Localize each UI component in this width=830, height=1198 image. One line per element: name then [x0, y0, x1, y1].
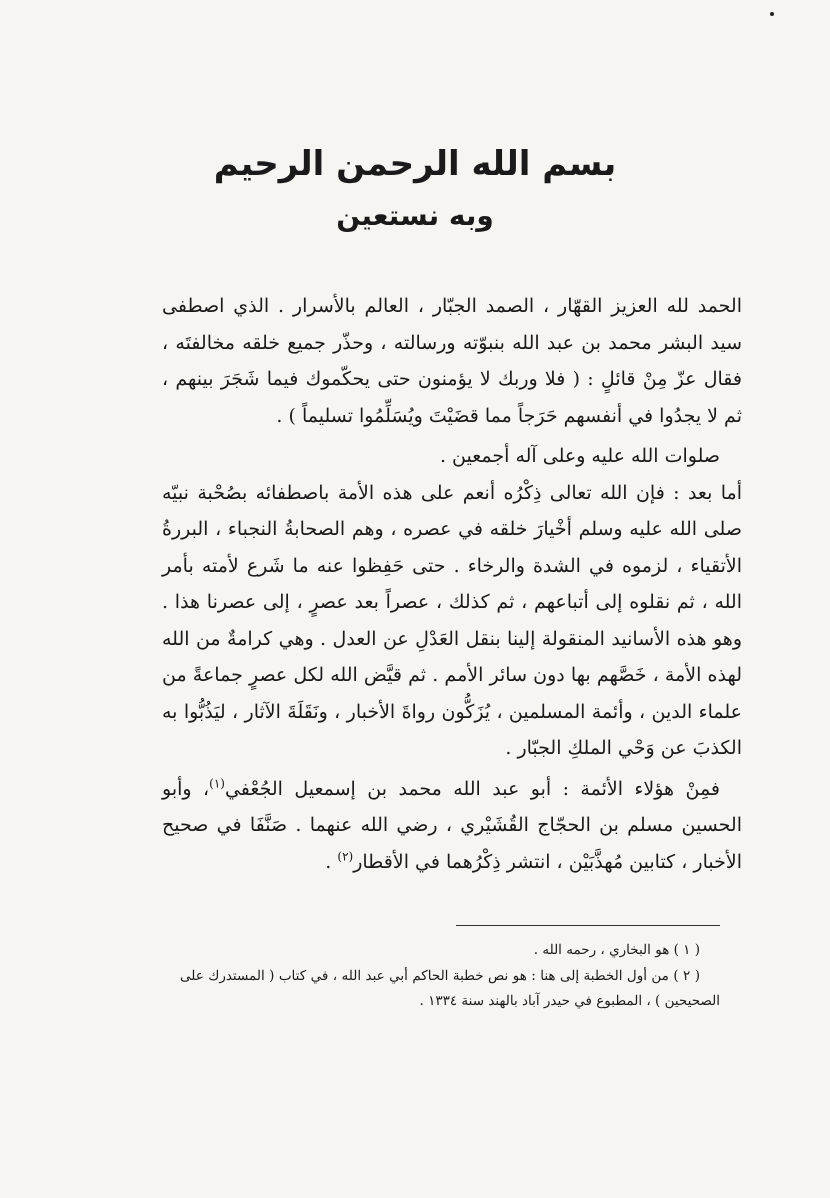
footnote-1: ( ١ ) هو البخاري ، رحمه الله . [533, 942, 700, 958]
paragraph-preface: أما بعد : فإن الله تعالى ذِكْرُه أنعم على هذه الأمة باصطفائه بصُحْبة نبيّه صلى الله عليه وسلم أخْيارَ خلقه في عصره ، وهم الصحابةُ النجباء ، البررةُ الأتقياء ، لزموه في الشدة والرخاء . حتى حَفِظوا عنه ما شَرع لأمته بأمر الله ، ثم نقلوه إلى أتباعهم ، ثم كذلك ، عصراً بعد عصرٍ ، إلى عصرنا هذا . وهو هذه الأسانيد المنقولة إلينا بنقل العَدْلِ عن العدل . وهي كرامةٌ من الله لهذه الأمة ، خَصَّهم بها دون سائر الأمم . ثم قيَّض الله لكل عصرٍ جماعةً من علماء الدين ، وأئمة المسلمين ، يُزَكُّون رواةَ الأخبار ، ونَقَلَةَ الآثار ، ليَذُبُّوا به الكذبَ عن وَحْي الملكِ الجبّار . [162, 481, 742, 759]
footnotes [180, 938, 720, 1015]
main-text [162, 288, 742, 880]
invocation-heading: وبه نستعين [336, 199, 494, 232]
footnote-2: ( ٢ ) من أول الخطبة إلى هنا : هو نص خطبة الحاكم أبي عبد الله ، في كتاب ( المستدرك على الصحيحين ) ، المطبوع في حيدر آباد بالهند سنة ١٣٣٤ . [180, 967, 720, 1009]
imams-text-part-2: ، وأبو الحسين مسلم بن الحجّاج القُشَيْري ، رضي الله عنهما . صَنَّفَا في صحيح الأخبار ، كتابين مُهذَّبَيْن ، انتشر ذِكْرُهما في الأقطار [162, 777, 742, 873]
footnote-mark-2[interactable]: (٢) [337, 849, 354, 864]
footnote-mark-1[interactable]: (١) [209, 776, 225, 791]
paragraph-salutation: صلوات الله عليه وعلى آله أجمعين . [439, 445, 720, 467]
paragraph-praise: الحمد لله العزيز القهّار ، الصمد الجبّار ، العالم بالأسرار . الذي اصطفى سيد البشر محمد بن عبد الله بنبوّته ورسالته ، وحذّر جميع خلقه مخالفتَه ، فقال عزّ مِنْ قائلٍ : ( فلا وربك لا يؤمنون حتى يحكّموك فيما شَجَرَ بينهم ، ثم لا يجدُوا في أنفسهم حَرَجاً مما قضَيْتَ ويُسَلِّمُوا تسليماً ) . [162, 295, 742, 427]
paragraph-imams [162, 771, 742, 881]
imams-text-end: . [325, 850, 338, 873]
imams-text-part-1: فمِنْ هؤلاء الأئمة : أبو عبد الله محمد بن إسمعيل الجُعْفي [224, 777, 721, 800]
page-speck [770, 12, 774, 16]
basmala-heading: بسم الله الرحمن الرحيم [213, 144, 617, 184]
footnote-divider [456, 925, 720, 926]
